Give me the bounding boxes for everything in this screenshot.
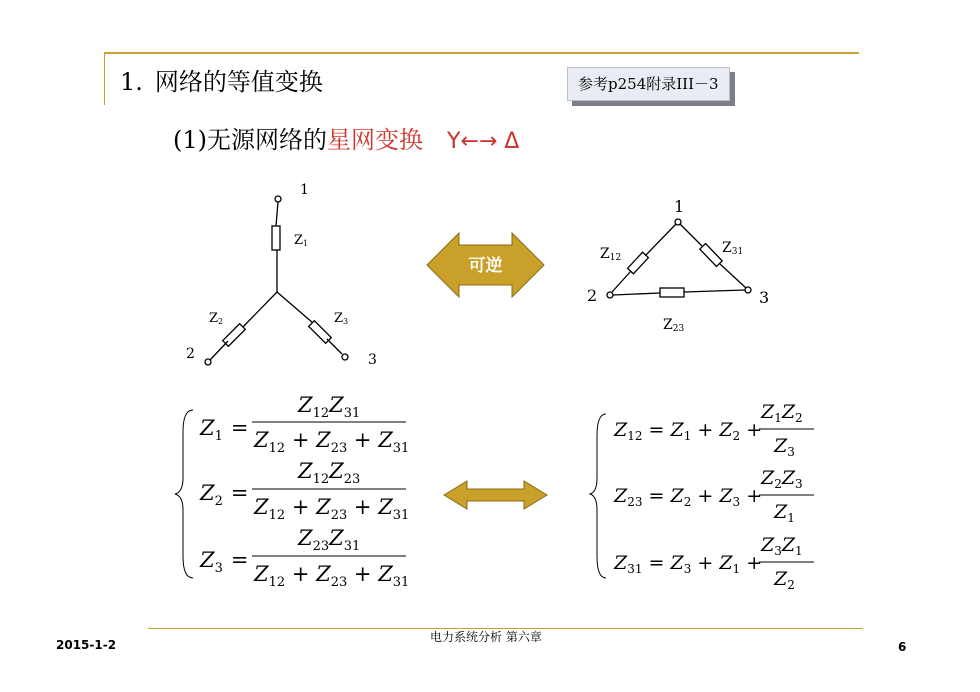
right-formula-3-denominator: $Z_2$	[774, 568, 795, 592]
left-formula-3-numerator: $Z_{23}Z_{31}$	[298, 526, 361, 554]
delta-resistor-z23	[660, 288, 684, 297]
left-formula-2-numerator: $Z_{12}Z_{23}$	[298, 459, 361, 487]
right-formula-2-sum: $Z_{23} = Z_2 + Z_3$ +	[614, 485, 763, 509]
delta-z31-label: Z31	[722, 240, 744, 257]
left-formula-1-lhs: $Z_1$ =	[200, 416, 249, 444]
left-formula-3-denominator: $Z_{12} + Z_{23} + Z_{31}$	[254, 562, 410, 590]
right-brace	[590, 414, 606, 578]
left-formula-2-denominator: $Z_{12} + Z_{23} + Z_{31}$	[254, 495, 410, 523]
delta-wire-31-top	[680, 224, 702, 246]
delta-node-2-label: 2	[587, 286, 598, 305]
delta-resistor-z31	[700, 244, 722, 267]
left-formula-2-lhs: $Z_2$ =	[200, 481, 249, 509]
left-formula-1	[199, 393, 409, 456]
star-node-2-label: 2	[186, 346, 195, 362]
star-resistor-z1	[272, 226, 280, 250]
title-text: 网络的等值变换	[154, 68, 323, 96]
right-formula-1-numerator: $Z_1Z_2$	[761, 401, 803, 425]
delta-node-2-terminal	[607, 292, 613, 298]
delta-resistor-z12	[628, 252, 649, 274]
right-formula-2-numerator: $Z_2Z_3$	[761, 467, 803, 491]
equivalence-double-arrow	[444, 481, 547, 509]
left-formula-3	[199, 526, 409, 590]
footer-course: 电力系统分析 第六章	[430, 630, 542, 644]
delta-wire-31-bottom	[720, 264, 746, 288]
left-formula-1-denominator: $Z_{12} + Z_{23} + Z_{31}$	[254, 428, 410, 456]
reference-box: 参考p254附录III－3	[567, 67, 730, 101]
star-node-1-label: 1	[300, 182, 309, 198]
left-brace	[175, 410, 193, 578]
right-formula-3-sum: $Z_{31} = Z_3 + Z_1$ +	[614, 552, 763, 576]
star-network	[205, 196, 348, 365]
left-formula-2	[199, 459, 409, 523]
star-node-2-terminal	[205, 359, 211, 365]
subtitle-paren: (1)	[173, 126, 207, 154]
delta-wire-23-left	[613, 293, 660, 295]
star-node-3-terminal	[342, 354, 348, 360]
right-formulas	[613, 401, 814, 592]
title-number: 1.	[120, 68, 143, 96]
star-z1-label: Z1	[294, 233, 309, 248]
delta-z23-label: Z23	[663, 317, 685, 334]
star-labels	[186, 182, 377, 368]
star-z3-label: Z3	[334, 311, 349, 326]
star-wire-top	[276, 202, 278, 226]
star-wire-left-lower	[210, 341, 228, 360]
star-node-3-label: 3	[368, 352, 377, 368]
subtitle-text: 无源网络的	[207, 126, 327, 154]
footer-date: 2015-1-2	[56, 638, 117, 652]
left-formulas	[199, 393, 409, 590]
delta-network	[607, 219, 751, 298]
reversible-label: 可逆	[468, 256, 503, 276]
right-formula-2	[613, 467, 814, 525]
right-formula-3-numerator: $Z_3Z_1$	[761, 534, 803, 558]
delta-node-3-label: 3	[759, 288, 770, 307]
delta-node-1-label: 1	[674, 197, 685, 216]
right-formula-3	[613, 534, 814, 592]
delta-wire-12-bottom	[612, 271, 631, 292]
right-formula-1-denominator: $Z_3$	[774, 435, 795, 459]
star-wire-right-upper	[277, 292, 313, 323]
right-formula-1-sum: $Z_{12} = Z_1 + Z_2$ +	[614, 419, 763, 443]
right-formula-2-denominator: $Z_1$	[774, 501, 795, 525]
delta-labels	[587, 197, 769, 334]
delta-wire-23-right	[684, 290, 745, 292]
star-wire-left-upper	[240, 292, 277, 330]
subtitle-highlight: 星网变换	[327, 126, 423, 154]
star-node-1-terminal	[275, 196, 281, 202]
right-formula-1	[613, 401, 814, 459]
left-formula-3-lhs: $Z_3$ =	[200, 548, 249, 576]
page-number: 6	[898, 640, 907, 654]
star-z2-label: Z2	[209, 311, 224, 326]
left-formula-1-numerator: $Z_{12}Z_{31}$	[298, 393, 361, 421]
subtitle-symbol: Y←→ Δ	[447, 129, 520, 154]
delta-z12-label: Z12	[600, 246, 622, 263]
star-wire-right-lower	[327, 339, 342, 354]
delta-wire-12-top	[645, 224, 676, 256]
